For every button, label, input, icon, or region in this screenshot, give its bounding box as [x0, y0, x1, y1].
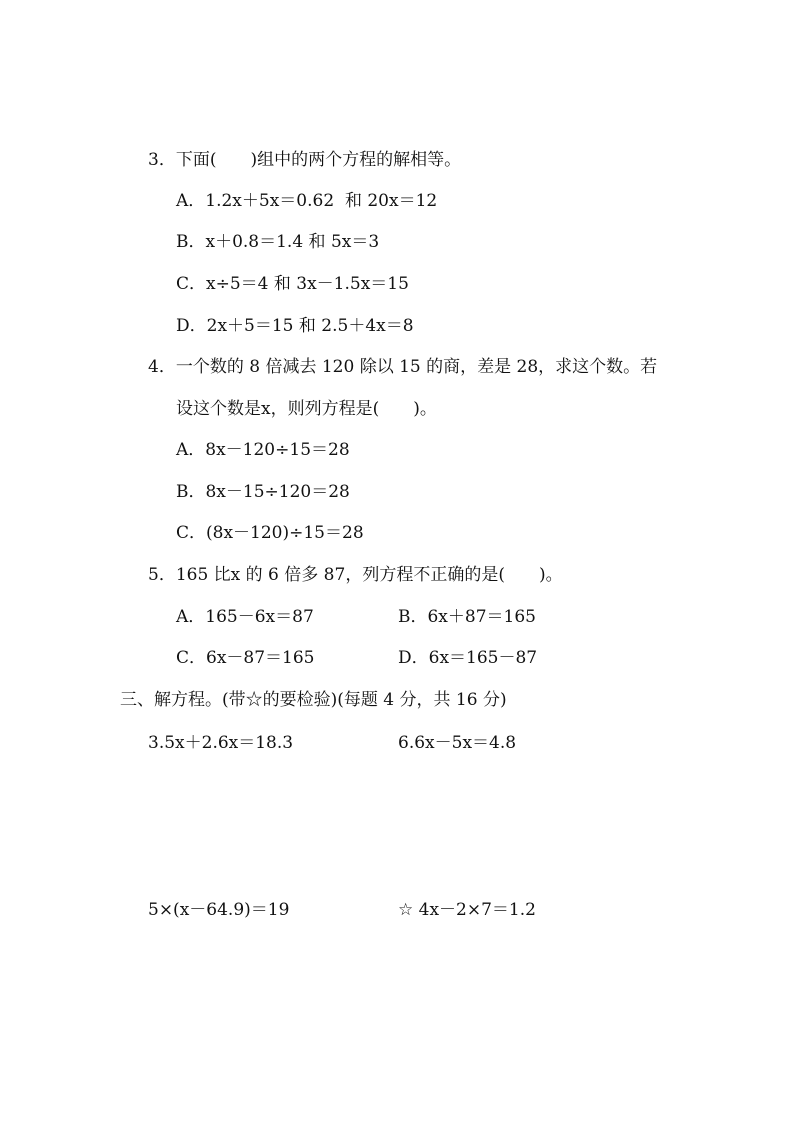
question-3-option-b: B．x＋0.8＝1.4 和 5x＝3	[176, 232, 380, 252]
question-5-option-a: A．165－6x＝87	[176, 607, 314, 627]
question-4-option-b: B．8x－15÷120＝28	[176, 482, 350, 502]
equation-3: 5×(x－64.9)＝19	[148, 900, 290, 920]
question-4-option-a: A．8x－120÷15＝28	[176, 440, 350, 460]
question-3-stem: 3．下面( )组中的两个方程的解相等。	[148, 150, 462, 170]
question-5-option-c: C．6x－87＝165	[176, 648, 315, 668]
question-5-option-d: D．6x＝165－87	[398, 648, 538, 668]
question-4-stem: 4．一个数的 8 倍减去 120 除以 15 的商，差是 28，求这个数。若	[148, 357, 658, 377]
question-3-option-c: C．x÷5＝4 和 3x－1.5x＝15	[176, 274, 409, 294]
equation-1: 3.5x＋2.6x＝18.3	[148, 733, 294, 753]
question-4-stem-continued: 设这个数是x，则列方程是( )。	[176, 399, 437, 419]
question-5-option-b: B．6x＋87＝165	[398, 607, 536, 627]
section-3-title: 三、解方程。(带☆的要检验)(每题 4 分，共 16 分)	[120, 690, 507, 710]
question-3-option-d: D．2x＋5＝15 和 2.5＋4x＝8	[176, 316, 414, 336]
question-5-stem: 5．165 比x 的 6 倍多 87，列方程不正确的是( )。	[148, 565, 563, 585]
equation-2: 6.6x－5x＝4.8	[398, 733, 517, 753]
question-4-option-c: C．(8x－120)÷15＝28	[176, 523, 364, 543]
equation-4: ☆ 4x－2×7＝1.2	[398, 900, 536, 920]
question-3-option-a: A．1.2x＋5x＝0.62 和 20x＝12	[176, 191, 438, 211]
